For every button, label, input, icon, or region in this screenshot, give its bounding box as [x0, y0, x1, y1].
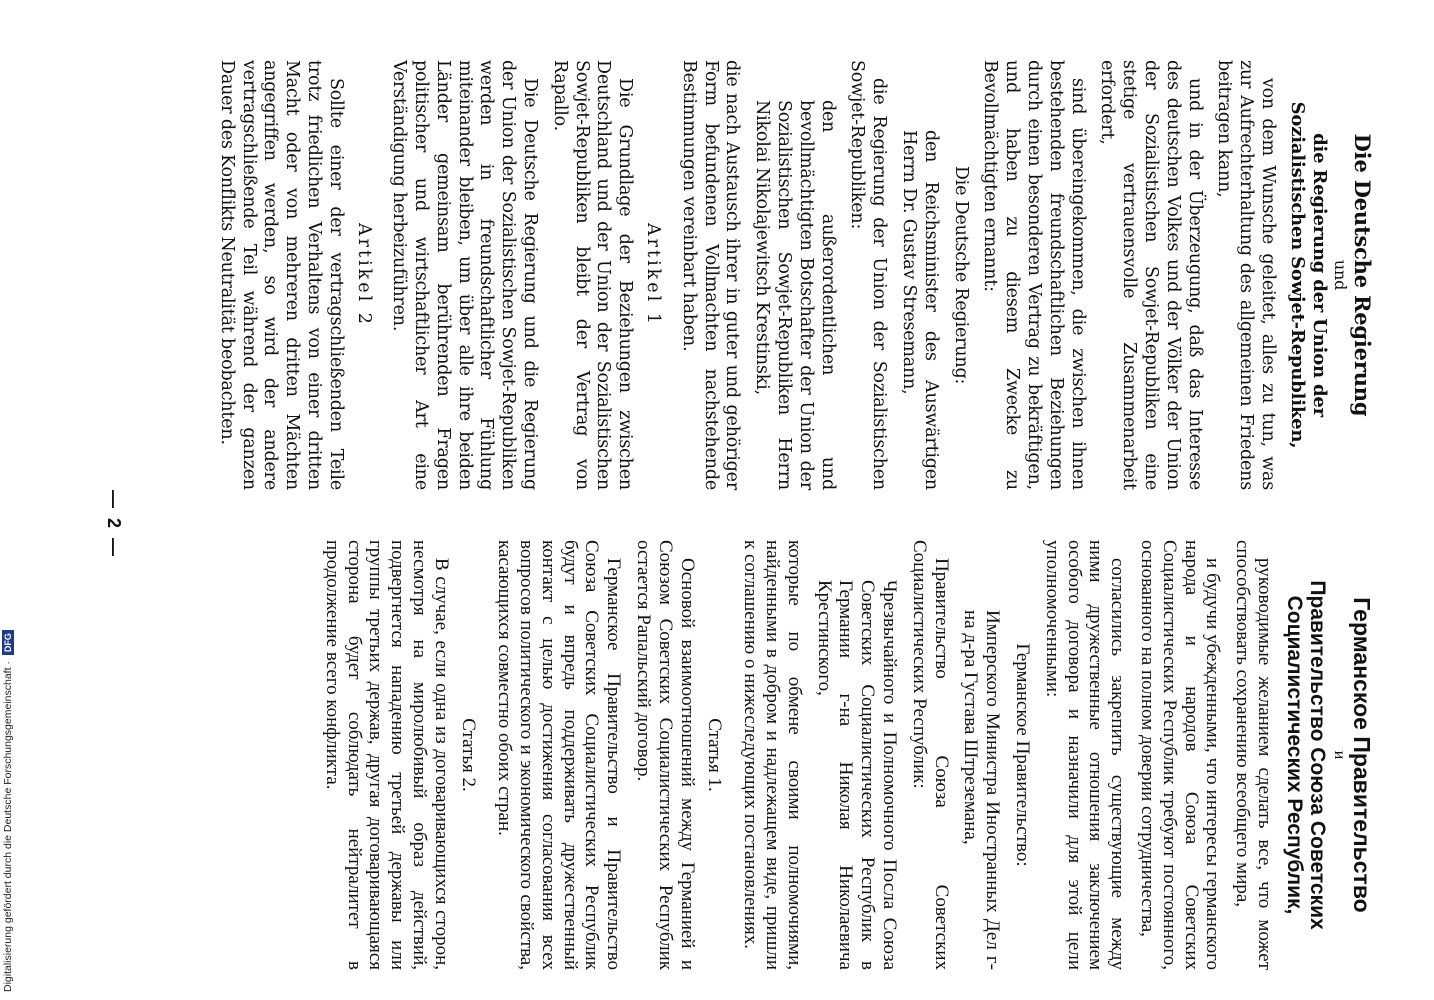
russian-und: и [1331, 750, 1348, 760]
german-article-2-p1: Sollte einer der vertragschließenden Teile trotz friedlichen Verhaltens von einer dritten Macht oder von mehreren dritten Mächten angegriffen werden, so wird der andere vertragschließende Teil während der ganzen Dauer des Konflikts Neutralität beobachten. [216, 60, 346, 490]
russian-paragraph-2: и будучи убежденными, что интересы германского народа и народов Союза Советских Социалистических Республик требуют постоянного, основанного на полном доверии сотрудничества, [1137, 540, 1224, 970]
german-minister-de: den Reichsminister des Auswärtigen Herrn Dr. Gustav Stresemann, [899, 130, 941, 490]
russian-article-1: Статья 1. [704, 718, 726, 792]
footer-text: Digitalisierung gefördert durch die Deutsche Forschungsgemeinschaft · DFG [2, 630, 14, 992]
german-gov-su: die Regierung der Union der Sozialistischen Sowjet-Republiken: [847, 60, 890, 490]
german-title-2: die Regierung der Union der Sozialistischen Sowjet-Republiken, [1287, 101, 1330, 449]
russian-minister-su: Чрезвычайного и Полномочного Посла Союза Советских Социалистических Республик в Германии г-на Николая Николаевича Крестинского, [813, 580, 901, 970]
russian-article-1-p1: Основой взаимоотношений между Германией и Союзом Советских Социалистических Республик остается Рапальский договор. [633, 540, 698, 970]
german-paragraph-4: die nach Austausch ihrer in guter und gehöriger Form befundenen Vollmachten nachstehende Bestimmungen vereinbart haben. [678, 60, 743, 490]
german-article-1: Artikel 1 [643, 223, 664, 327]
german-paragraph-1: von dem Wunsche geleitet, alles zu tun, was zur Aufrechterhaltung des allgemeinen Friedens beitragen kann, [1214, 60, 1278, 490]
german-title: Die Deutsche Regierung [1350, 133, 1375, 417]
german-article-2: Artikel 2 [353, 223, 374, 327]
russian-article-2: Статья 2. [458, 718, 480, 792]
russian-paragraph-4: которые по обмене своими полномочиями, найденными в добром и надлежащем виде, пришли к соглашению о нижеследующих постановлениях. [740, 540, 805, 970]
russian-minister-de: Имперского Министра Иностранных Дел г-на д-ра Густава Штреземана, [960, 610, 1004, 970]
german-article-1-p1: Die Grundlage der Beziehungen zwischen Deutschland und der Union der Sozialistischen Sowjet-Republiken bleibt der Vertrag von Rapallo. [549, 60, 636, 490]
russian-article-2-p1: В случае, если одна из договаривающихся сторон, несмотря на миролюбивый образ действий, подвергнется нападению третьей державы или группы третьих держав, другая договаривающаяся сторона будет соблюдать нейтралитет в продолжение всего конфликта. [321, 540, 452, 970]
german-article-1-p2: Die Deutsche Regierung und die Regierung der Union der Sozialistischen Sowjet-Republiken werden in freundschaftlicher Fühlung miteinander bleiben, um über alle ihre beiden Länder gemeinsam berührenden Fragen politischer und wirtschaftlicher Art eine Verständigung herbeizuführen. [389, 60, 541, 490]
german-gov-de: Die Deutsche Regierung: [950, 165, 971, 385]
german-paragraph-2: und in der Überzeugung, daß das Interesse des deutschen Volkes und der Völker der Union der Sozialistischen Sowjet-Republiken eine stetige vertrauensvolle Zusammenarbeit erfordert, [1097, 60, 1205, 490]
german-minister-su: den außerordentlichen und bevollmächtigten Botschafter der Union der Sozialistischen Sowjet-Republiken Herrn Nikolai Nikolajewitsch Krestinski, [752, 100, 838, 490]
russian-title-2: Правительство Союза Советских Социалистических Республик, [1283, 580, 1329, 930]
russian-gov-de: Германское Правительство: [1012, 643, 1034, 867]
russian-article-1-p2: Германское Правительство и Правительство Союза Советских Социалистических Республик будут и впредь поддерживать дружественный контакт с целью достижения согласования всех вопросов политического и экономического свойства, касающихся совместно обоих стран. [494, 540, 625, 970]
russian-title: Германское Правительство [1349, 597, 1375, 913]
page-number: — 2 — [104, 490, 124, 557]
russian-column [313, 540, 1374, 970]
russian-paragraph-1: руководимые желанием сделать все, что может способствовать сохранению всеобщего мира, [1232, 540, 1275, 970]
dfg-logo: DFG [2, 630, 14, 655]
german-und: und [1331, 259, 1350, 291]
russian-paragraph-3: согласились закрепить существующие между ними дружественные отношения заключением особого договора и назначили для этой цели уполномоченными: [1041, 540, 1129, 970]
german-column [207, 60, 1374, 490]
russian-gov-su: Правительство Союза Советских Социалистических Республик: [908, 540, 952, 970]
german-paragraph-3: sind übereingekommen, die zwischen ihnen bestehenden freundschaftlichen Beziehungen durch einen besonderen Vertrag zu bekräftigen, und haben zu diesem Zwecke zu Bevollmächtigten ernannt: [980, 60, 1088, 490]
footer-label: Digitalisierung gefördert durch die Deutsche Forschungsgemeinschaft [2, 667, 14, 992]
footer [2, 592, 16, 992]
